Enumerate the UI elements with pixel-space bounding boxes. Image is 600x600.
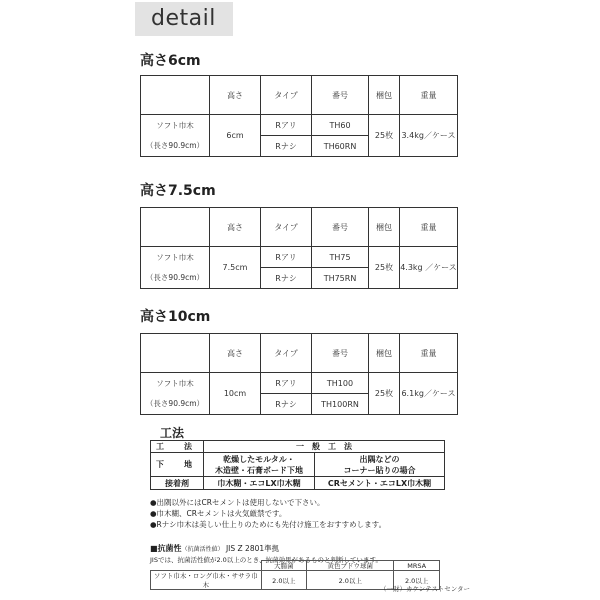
spec-table bbox=[140, 75, 458, 157]
pack-cell: 25枚 bbox=[369, 115, 400, 157]
note-item: ●巾木糊、CRセメントは火気厳禁です。 bbox=[150, 509, 287, 518]
header-cell: 高さ bbox=[210, 208, 261, 247]
type-cell: Rナシ bbox=[261, 136, 312, 157]
header-cell: 重量 bbox=[400, 76, 458, 115]
detail-tag bbox=[135, 2, 233, 36]
weight-cell: 3.4kg／ケース bbox=[400, 115, 458, 157]
method-row1-label: 下 地 bbox=[151, 453, 204, 477]
height-cell: 10cm bbox=[210, 373, 261, 415]
header-cell: 重量 bbox=[400, 334, 458, 373]
type-cell: Rアリ bbox=[261, 115, 312, 136]
header-cell bbox=[141, 208, 210, 247]
method-head-value: 一 般 工 法 bbox=[204, 441, 445, 453]
code-cell: TH60RN bbox=[312, 136, 369, 157]
pack-cell: 25枚 bbox=[369, 373, 400, 415]
height-cell: 6cm bbox=[210, 115, 261, 157]
antibac-cell: 2.0以上 bbox=[261, 571, 307, 590]
header-cell: 番号 bbox=[312, 208, 369, 247]
antibac-col: MRSA bbox=[394, 561, 440, 571]
detail-label: detail bbox=[151, 6, 216, 31]
code-cell: TH60 bbox=[312, 115, 369, 136]
method-row2-label: 接着剤 bbox=[151, 477, 204, 490]
product-name-cell: ソフト巾木 （長さ90.9cm） bbox=[141, 247, 210, 289]
header-cell: 番号 bbox=[312, 76, 369, 115]
type-cell: Rアリ bbox=[261, 373, 312, 394]
antibac-cell: ソフト巾木・ロング巾木・ササラ巾木 bbox=[151, 571, 262, 590]
method-row2-a: 巾木糊・エコLX巾木糊 bbox=[204, 477, 315, 490]
header-cell: タイプ bbox=[261, 208, 312, 247]
section-heading: 高さ10cm bbox=[140, 309, 211, 325]
method-title: 工法 bbox=[160, 426, 185, 440]
method-row2-b: CRセメント・エコLX巾木糊 bbox=[314, 477, 444, 490]
type-cell: Rナシ bbox=[261, 268, 312, 289]
type-cell: Rナシ bbox=[261, 394, 312, 415]
code-cell: TH100RN bbox=[312, 394, 369, 415]
header-cell bbox=[141, 334, 210, 373]
header-cell: タイプ bbox=[261, 334, 312, 373]
note-item: ●Rナシ巾木は美しい仕上りのためにも先付け施工をおすすめします。 bbox=[150, 520, 387, 529]
header-cell: 梱包 bbox=[369, 208, 400, 247]
method-row1-b: 出隅などの コーナー貼りの場合 bbox=[314, 453, 444, 477]
notes bbox=[150, 497, 386, 530]
header-cell: 高さ bbox=[210, 76, 261, 115]
code-cell: TH75 bbox=[312, 247, 369, 268]
antibac-cell: 2.0以上 bbox=[394, 571, 440, 590]
method-row1-a: 乾燥したモルタル・ 木造壁・石膏ボード下地 bbox=[204, 453, 315, 477]
header-cell: 番号 bbox=[312, 334, 369, 373]
antibac-desc: JISでは、抗菌活性値が2.0以上のとき、抗菌効果があるものと判断しています。 bbox=[150, 556, 383, 564]
note-item: ●出隅以外にはCRセメントは使用しないで下さい。 bbox=[150, 498, 325, 507]
header-cell: 梱包 bbox=[369, 76, 400, 115]
method-head-label: 工 法 bbox=[151, 441, 204, 453]
antibac-title-small: （抗菌活性値） bbox=[181, 546, 224, 553]
section-heading: 高さ7.5cm bbox=[140, 183, 216, 199]
method-block bbox=[150, 424, 450, 490]
header-cell: 高さ bbox=[210, 334, 261, 373]
spec-table bbox=[140, 333, 458, 415]
header-cell: 梱包 bbox=[369, 334, 400, 373]
method-table bbox=[150, 440, 445, 490]
antibac-col: 黄色ブドウ球菌 bbox=[307, 561, 394, 571]
antibac-col bbox=[151, 561, 262, 571]
product-name-cell: ソフト巾木 （長さ90.9cm） bbox=[141, 115, 210, 157]
antibac-cell: 2.0以上 bbox=[307, 571, 394, 590]
antibac-title: ■抗菌性 bbox=[150, 544, 182, 553]
product-name-cell: ソフト巾木 （長さ90.9cm） bbox=[141, 373, 210, 415]
source-footer: （一財）カケンテストセンター bbox=[380, 585, 470, 593]
weight-cell: 6.1kg／ケース bbox=[400, 373, 458, 415]
section-heading: 高さ6cm bbox=[140, 53, 201, 69]
type-cell: Rアリ bbox=[261, 247, 312, 268]
antibac-col: 大腸菌 bbox=[261, 561, 307, 571]
header-cell bbox=[141, 76, 210, 115]
code-cell: TH100 bbox=[312, 373, 369, 394]
header-cell: 重量 bbox=[400, 208, 458, 247]
code-cell: TH75RN bbox=[312, 268, 369, 289]
antibac-standard: JIS Z 2801準拠 bbox=[225, 544, 280, 553]
spec-table bbox=[140, 207, 458, 289]
weight-cell: 4.3kg ／ケース bbox=[400, 247, 458, 289]
height-cell: 7.5cm bbox=[210, 247, 261, 289]
header-cell: タイプ bbox=[261, 76, 312, 115]
pack-cell: 25枚 bbox=[369, 247, 400, 289]
